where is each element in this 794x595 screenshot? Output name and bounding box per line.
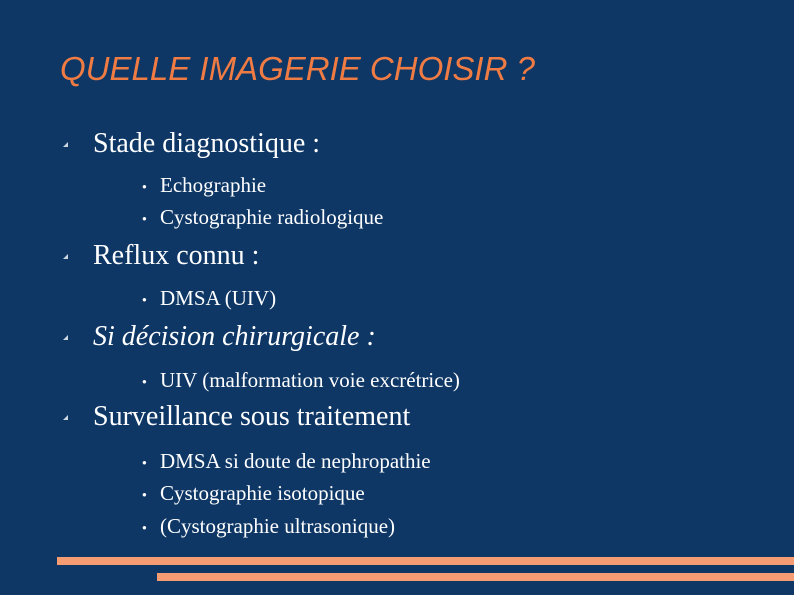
list-item	[142, 481, 365, 506]
bullet-icon: ●	[142, 295, 147, 304]
bullet-icon	[63, 335, 68, 340]
bullet-icon	[63, 142, 68, 147]
bullet-icon	[63, 254, 68, 259]
list-item-text: UIV (malformation voie excrétrice)	[160, 368, 460, 392]
section-heading-text: Stade diagnostique :	[93, 128, 321, 159]
list-item	[142, 173, 267, 198]
list-item-text: Cystographie radiologique	[160, 205, 384, 229]
slide-title: QUELLE IMAGERIE CHOISIR ?	[60, 50, 535, 87]
bullet-icon: ●	[142, 458, 147, 467]
list-item	[142, 368, 460, 393]
section-heading-surgery	[93, 321, 376, 353]
bullet-icon: ●	[142, 523, 147, 532]
decorative-bar-bottom	[157, 573, 794, 581]
list-item-text: DMSA (UIV)	[160, 286, 277, 310]
section-heading-surveillance	[93, 401, 410, 433]
list-item	[142, 286, 277, 311]
list-item-text: (Cystographie ultrasonique)	[160, 514, 396, 538]
bullet-icon: ●	[142, 182, 147, 191]
list-item-text: DMSA si doute de nephropathie	[160, 449, 431, 473]
section-heading-diagnostic	[93, 128, 320, 160]
section-heading-reflux	[93, 240, 259, 272]
section-heading-text: Surveillance sous traitement	[93, 401, 411, 432]
list-item-text: Cystographie isotopique	[160, 481, 365, 505]
list-item-text: Echographie	[160, 173, 267, 197]
bullet-icon: ●	[142, 214, 147, 223]
list-item	[142, 514, 396, 539]
section-heading-text: Si décision chirurgicale :	[93, 321, 376, 352]
decorative-bar-top	[57, 557, 794, 565]
bullet-icon: ●	[142, 490, 147, 499]
section-heading-text: Reflux connu :	[93, 240, 260, 271]
list-item	[142, 205, 384, 230]
list-item	[142, 449, 431, 474]
bullet-icon	[63, 415, 68, 420]
bullet-icon: ●	[142, 377, 147, 386]
